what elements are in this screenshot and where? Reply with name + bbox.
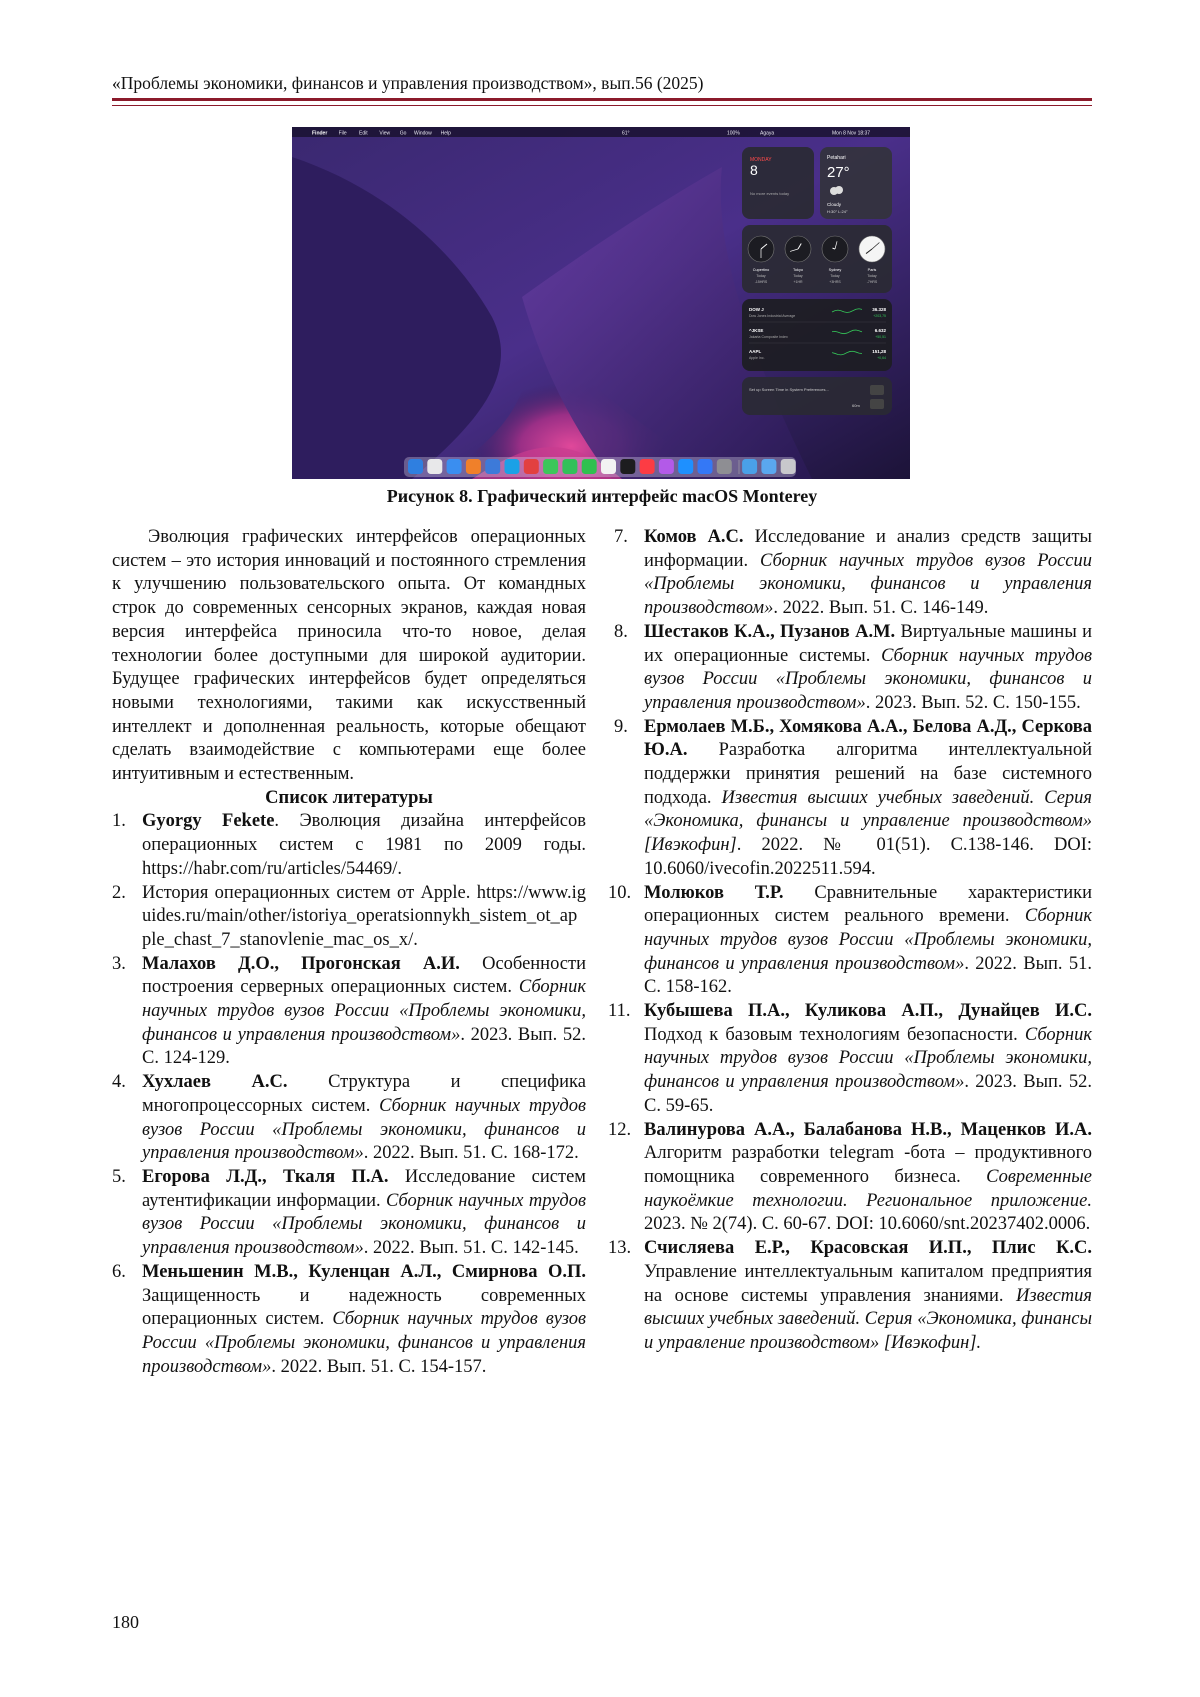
stock-price: 6.632 bbox=[874, 328, 886, 333]
menubar-item[interactable]: Finder bbox=[312, 130, 328, 137]
reference-number: 4. bbox=[112, 1072, 126, 1093]
menubar-status-item[interactable]: Mon 8 Nov 18:37 bbox=[832, 130, 871, 137]
dock-app-icon[interactable] bbox=[717, 459, 732, 474]
stock-price: 151,28 bbox=[872, 349, 886, 354]
reference-details: . 2022. Вып. 51. С. 142-145. bbox=[363, 1238, 579, 1259]
dock-app-icon[interactable] bbox=[524, 459, 539, 474]
reference-title: . Эволюция дизайна интерфейсов операционных систем с 1981 по 2009 годы. https://habr.com/ru/articles/54469/. bbox=[142, 811, 586, 879]
dock-app-icon[interactable] bbox=[447, 459, 462, 474]
reference-item bbox=[608, 882, 1092, 1001]
menubar-status-item[interactable]: 100% bbox=[727, 130, 740, 137]
reference-title: Исследование и анализ средств защиты информации. bbox=[644, 527, 1092, 571]
clock-city: Paris bbox=[867, 268, 877, 272]
clock-day: Today bbox=[756, 274, 766, 278]
dock-app-icon[interactable] bbox=[620, 459, 635, 474]
references-list-left bbox=[112, 810, 586, 1379]
reference-source: Известия высших учебных заведений. Серия «Экономика, финансы и управление производством» [Ивэкофин]. bbox=[644, 1285, 1092, 1353]
clock-day: Today bbox=[793, 274, 803, 278]
stock-price: 36.328 bbox=[872, 307, 886, 312]
clock-offset: -15HRS bbox=[754, 280, 768, 284]
reference-item bbox=[608, 1000, 1092, 1119]
reference-source: Сборник научных трудов вузов России «Проблемы экономики, финансов и управления производством» bbox=[142, 1309, 586, 1377]
reference-title: Структура и специфика многопроцессорных систем. bbox=[142, 1072, 586, 1116]
clock-offset: +3HRS bbox=[829, 280, 841, 284]
menubar-item[interactable]: Edit bbox=[359, 130, 368, 137]
reference-authors: Счисляева Е.Р., Красовская И.П., Плис К.С. bbox=[644, 1238, 1092, 1259]
reference-authors: Gyorgy Fekete bbox=[142, 811, 275, 832]
reference-title: Исследование систем аутентификации информации. bbox=[142, 1166, 587, 1211]
reference-source: Сборник научных трудов вузов России «Проблемы экономики, финансов и управления производством» bbox=[644, 906, 1092, 974]
reference-number: 10. bbox=[608, 882, 632, 903]
clock-offset: -7HRS bbox=[866, 280, 878, 284]
reference-details: . 2022. Вып. 51. С. 158-162. bbox=[644, 953, 1092, 998]
reference-number: 11. bbox=[608, 1001, 631, 1022]
reference-item bbox=[614, 621, 1092, 716]
reference-source: Современные наукоёмкие технологии. Региональное приложение. bbox=[644, 1166, 1092, 1211]
reference-authors: Ермолаев М.Б., Хомякова А.А., Белова А.Д., Серкова Ю.А. bbox=[644, 716, 1092, 761]
weather-widget[interactable] bbox=[820, 147, 892, 219]
dock-app-icon[interactable] bbox=[761, 459, 776, 474]
reference-item bbox=[608, 1237, 1092, 1356]
reference-source: Сборник научных трудов вузов России «Проблемы экономики, финансов и управления производством» bbox=[142, 1095, 586, 1164]
calendar-date: 8 bbox=[750, 162, 758, 178]
reference-authors: Валинурова А.А., Балабанова Н.В., Маценков И.А. bbox=[644, 1119, 1092, 1140]
reference-authors: Меньшенин М.В., Куленцан А.Л., Смирнова О.П. bbox=[142, 1261, 586, 1282]
reference-item bbox=[112, 1166, 586, 1261]
menubar-item[interactable]: Help bbox=[440, 130, 451, 137]
reference-title: Защищенность и надежность современных операционных систем. bbox=[142, 1285, 586, 1330]
dock-app-icon[interactable] bbox=[698, 459, 713, 474]
stock-symbol: AAPL bbox=[749, 349, 762, 354]
left-column bbox=[112, 526, 586, 1379]
dock-app-icon[interactable] bbox=[582, 459, 597, 474]
weather-condition: Cloudy bbox=[827, 202, 842, 207]
reference-details: . 2022. Вып. 51. С. 146-149. bbox=[773, 598, 989, 619]
dock-app-icon[interactable] bbox=[466, 459, 481, 474]
reference-item bbox=[614, 716, 1092, 882]
reference-title: Подход к базовым технологиям безопасности. bbox=[644, 1024, 1025, 1045]
calendar-widget[interactable] bbox=[742, 147, 814, 219]
reference-authors: Комов А.С. bbox=[644, 527, 744, 547]
reference-source: Сборник научных трудов вузов России «Проблемы экономики, финансов и управления производством» bbox=[142, 1190, 586, 1259]
reference-title: Управление интеллектуальным капиталом предприятия на основе системы управления знаниями. bbox=[644, 1261, 1092, 1306]
reference-source: Известия высших учебных заведений. Серия «Экономика, финансы и управление производством» [Ивэкофин] bbox=[644, 787, 1092, 856]
reference-item bbox=[112, 953, 586, 1072]
dock-app-icon[interactable] bbox=[640, 459, 655, 474]
weather-city: Petahari bbox=[827, 155, 846, 161]
weather-temp: 27° bbox=[827, 164, 850, 181]
clock-day: Today bbox=[830, 274, 840, 278]
reference-source: Сборник научных трудов вузов России «Проблемы экономики, финансов и управления производством» bbox=[142, 977, 586, 1045]
screentime-value: 60m bbox=[852, 403, 860, 408]
screentime-widget[interactable] bbox=[742, 377, 892, 415]
reference-authors: Молюков Т.Р. bbox=[644, 882, 784, 903]
reference-authors: Хухлаев А.С. bbox=[142, 1072, 288, 1093]
reference-authors: Малахов Д.О., Прогонская А.И. bbox=[142, 953, 460, 974]
reference-number: 3. bbox=[112, 953, 126, 974]
reference-number: 1. bbox=[112, 811, 126, 832]
stock-change: +50,51 bbox=[875, 335, 886, 339]
world-clock-widget[interactable] bbox=[742, 225, 892, 293]
menubar-status-item[interactable]: 61° bbox=[622, 130, 630, 137]
reference-number: 12. bbox=[608, 1119, 632, 1140]
reference-details: . 2022. № 01(51). С.138-146. DOI: 10.6060/ivecofin.2022511.594. bbox=[644, 835, 1092, 879]
reference-title: Разработка алгоритма интеллектуальной поддержки принятия решений на базе системного подхода. bbox=[644, 740, 1092, 808]
reference-number: 2. bbox=[112, 882, 126, 903]
menubar-item[interactable]: Go bbox=[399, 130, 407, 137]
clock-city: Tokyo bbox=[793, 268, 803, 272]
dock-app-icon[interactable] bbox=[601, 459, 616, 474]
reference-details: . 2023. Вып. 52. С. 59-65. bbox=[644, 1072, 1092, 1116]
stocks-widget[interactable] bbox=[742, 299, 892, 371]
clock-city: Sydney bbox=[828, 268, 842, 272]
page-number: 180 bbox=[112, 1612, 139, 1632]
dock-app-icon[interactable] bbox=[678, 459, 693, 474]
reference-item bbox=[614, 526, 1092, 621]
references-list-right bbox=[608, 526, 1092, 1356]
reference-number: 9. bbox=[614, 716, 628, 737]
stock-change: +203,75 bbox=[873, 314, 886, 318]
reference-number: 7. bbox=[614, 527, 628, 547]
reference-number: 6. bbox=[112, 1261, 126, 1282]
stock-name: Jakarta Composite Index bbox=[749, 335, 788, 339]
reference-source: Сборник научных трудов вузов России «Проблемы экономики, финансов и управления производством» bbox=[644, 1024, 1092, 1093]
calendar-day: MONDAY bbox=[750, 157, 772, 163]
reference-number: 5. bbox=[112, 1166, 126, 1187]
menubar-item[interactable]: File bbox=[338, 130, 347, 137]
reference-item bbox=[112, 1261, 586, 1380]
reference-authors: Шестаков К.А., Пузанов А.М. bbox=[644, 621, 896, 642]
reference-item bbox=[112, 1071, 586, 1166]
reference-item bbox=[112, 810, 586, 881]
dock-app-icon[interactable] bbox=[485, 459, 500, 474]
header-rule bbox=[112, 98, 1092, 106]
reference-details: . 2022. Вып. 51. С. 168-172. bbox=[363, 1143, 579, 1164]
reference-authors: Кубышева П.А., Куликова А.П., Дунайцев И.С. bbox=[644, 1001, 1092, 1022]
stock-name: Dow Jones Industrial Average bbox=[749, 314, 796, 318]
intro-paragraph: Эволюция графических интерфейсов операционных систем – это история инноваций и постоянного стремления к улучшению пользовательского опыта. От командных строк до современных сенсорных экранов, каждая новая версия интерфейса приносила что-то новое, делая технологии более доступными для широкой аудитории. Будущее графических интерфейсов будет определяться новыми технологиями, такими как искусственный интеллект и дополненная реальность, которые обещают сделать взаимодействие с компьютерами еще более интуитивным и естественным. bbox=[112, 527, 586, 785]
reference-details: . 2022. Вып. 51. С. 154-157. bbox=[271, 1356, 487, 1377]
dock-app-icon[interactable] bbox=[408, 459, 423, 474]
clock-offset: +1HR bbox=[793, 280, 803, 284]
menubar-item[interactable]: View bbox=[379, 130, 391, 137]
right-column bbox=[608, 526, 1092, 1356]
dock-app-icon[interactable] bbox=[543, 459, 558, 474]
dock-app-icon[interactable] bbox=[562, 459, 577, 474]
calendar-note: No more events today bbox=[750, 191, 790, 196]
clock-city: Cupertino bbox=[752, 268, 770, 272]
dock-app-icon[interactable] bbox=[781, 459, 796, 474]
reference-details: . 2023. Вып. 52. С. 150-155. bbox=[865, 692, 1081, 713]
dock-app-icon[interactable] bbox=[427, 459, 442, 474]
reference-authors: Егорова Л.Д., Ткаля П.А. bbox=[142, 1166, 389, 1187]
clock-day: Today bbox=[867, 274, 877, 278]
dock-app-icon[interactable] bbox=[742, 459, 757, 474]
weather-range: H:30° L:24° bbox=[827, 209, 848, 214]
reference-item bbox=[608, 1119, 1092, 1238]
dock-app-icon[interactable] bbox=[505, 459, 520, 474]
menubar-item[interactable]: Window bbox=[414, 130, 432, 137]
reference-source: Сборник научных трудов вузов России «Проблемы экономики, финансов и управления производством» bbox=[644, 645, 1092, 713]
reference-number: 8. bbox=[614, 621, 628, 642]
reference-details: . 2023. Вып. 52. С. 124-129. bbox=[142, 1024, 586, 1069]
stock-name: Apple Inc. bbox=[749, 356, 765, 360]
reference-number: 13. bbox=[608, 1238, 632, 1259]
stock-symbol: ^JKSE bbox=[749, 328, 764, 333]
figure-macos-screenshot bbox=[292, 127, 910, 479]
menubar-status-item[interactable]: Agaya bbox=[760, 130, 775, 137]
references-title: Список литературы bbox=[265, 787, 433, 808]
reference-item bbox=[112, 882, 586, 953]
reference-title: Алгоритм разработки telegram -бота – продуктивного помощника современного бизнеса. bbox=[644, 1143, 1092, 1187]
macos-desktop bbox=[292, 127, 910, 479]
stock-symbol: DOW J bbox=[749, 307, 764, 312]
reference-source: Сборник научных трудов вузов России «Проблемы экономики, финансов и управления производством» bbox=[644, 550, 1092, 619]
reference-details: 2023. № 2(74). С. 60-67. DOI: 10.6060/snt.20237402.0006. bbox=[644, 1214, 1091, 1235]
running-head: «Проблемы экономики, финансов и управления производством», вып.56 (2025) bbox=[112, 73, 704, 93]
screentime-text: Set up Screen Time in System Preferences... bbox=[749, 387, 829, 392]
dock-app-icon[interactable] bbox=[659, 459, 674, 474]
reference-title: Особенности построения серверных операционных систем. bbox=[142, 953, 586, 998]
reference-title: Сравнительные характеристики операционных систем реального времени. bbox=[644, 882, 1092, 927]
dock bbox=[404, 457, 796, 477]
reference-title: Виртуальные машины и их операционные системы. bbox=[644, 621, 1092, 666]
figure-caption: Рисунок 8. Графический интерфейс macOS Monterey bbox=[386, 486, 818, 506]
reference-title: История операционных систем от Apple. https://www.iguides.ru/main/other/istoriya_operatsionnykh_sistem_ot_apple_chast_7_stanovlenie_mac_os_x/. bbox=[142, 882, 586, 950]
stock-change: +0,64 bbox=[877, 356, 886, 360]
